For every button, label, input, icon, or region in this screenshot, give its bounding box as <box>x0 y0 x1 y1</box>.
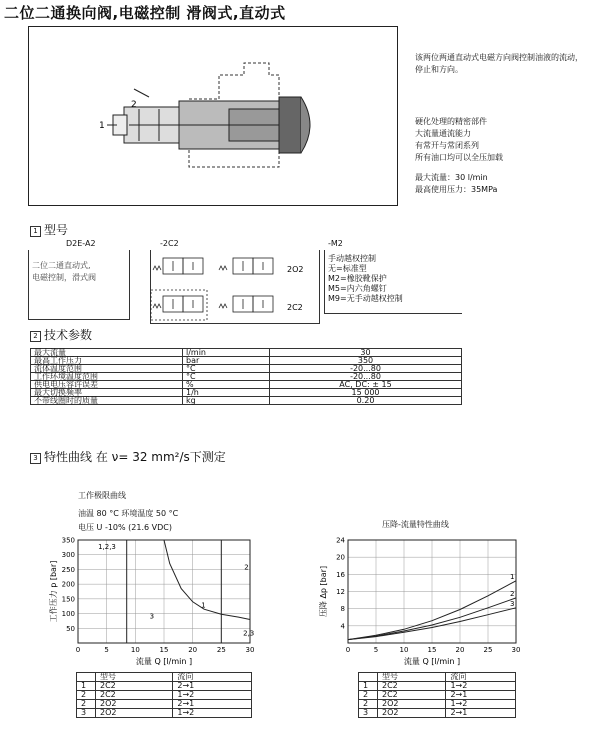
section-2-heading <box>30 326 92 343</box>
symbol-label-2c2: 2C2 <box>287 303 303 312</box>
intro-line: 该两位两通直动式电磁方向阀控制油液的流动， <box>415 53 583 62</box>
limits-list <box>415 172 497 196</box>
legend-type: 型号 <box>378 673 446 682</box>
valve-cross-section-illustration <box>29 27 397 205</box>
spec-value: -20...80 <box>270 365 462 373</box>
legend-type: 型号 <box>96 673 173 682</box>
model-box <box>28 250 130 320</box>
legend-flow: 1→2 <box>173 709 252 718</box>
option-item: M2=橡胶靴保护 <box>328 274 387 283</box>
x-tick-label: 15 <box>159 646 169 654</box>
legend-type: 2O2 <box>96 709 173 718</box>
x-tick-label: 30 <box>245 646 255 654</box>
legend-index <box>359 673 378 682</box>
section-title: 型号 <box>44 223 69 237</box>
y-tick-label: 150 <box>61 595 75 604</box>
chart2-legend-table <box>358 672 516 718</box>
y-axis-label: 压降 Δp [bar] <box>319 565 328 618</box>
legend-flow: 2→1 <box>173 700 252 709</box>
legend-flow: 2→1 <box>446 709 516 718</box>
section-number: 3 <box>30 453 41 464</box>
section-number: 1 <box>30 226 41 237</box>
spec-value: 0.20 <box>270 397 462 405</box>
legend-index: 2 <box>359 691 378 700</box>
series-label: 2 <box>510 589 515 598</box>
legend-type: 2O2 <box>96 700 173 709</box>
spec-table <box>30 348 462 405</box>
series-label: 3 <box>510 599 515 608</box>
legend-flow: 1→2 <box>446 700 516 709</box>
page-title: 二位二通换向阀,电磁控制 滑阀式,直动式 <box>4 4 286 22</box>
y-tick-label: 16 <box>336 570 345 579</box>
legend-index: 2 <box>359 700 378 709</box>
section-1-heading <box>30 221 68 238</box>
working-limit-chart <box>50 536 265 666</box>
y-tick-label: 12 <box>336 588 345 596</box>
spec-unit: % <box>183 381 270 389</box>
legend-type: 2C2 <box>96 682 173 691</box>
spec-param: 工作环境温度范围 <box>31 373 183 381</box>
feature-item: 有常开与常闭系列 <box>415 141 479 150</box>
x-tick-label: 15 <box>427 646 437 654</box>
chart-annotation: 1 <box>201 601 206 610</box>
legend-row <box>359 709 516 718</box>
chart-annotation: 3 <box>149 612 155 621</box>
valve-symbols <box>151 250 319 322</box>
spec-unit: bar <box>183 357 270 365</box>
x-tick-label: 10 <box>130 646 140 654</box>
limit-item: 最高使用压力：35MPa <box>415 185 498 194</box>
symbol-label-2o2: 2O2 <box>287 265 304 274</box>
x-tick-label: 25 <box>216 646 226 654</box>
spec-param: 最大流量 <box>31 349 183 357</box>
chart1-condition: 电压 U -10% (21.6 VDC) <box>78 523 172 532</box>
chart-annotation: 2,3 <box>243 629 255 638</box>
y-tick-label: 8 <box>340 605 345 614</box>
feature-item: 硬化处理的精密部件 <box>415 117 487 126</box>
valve-drawing-frame <box>28 26 398 206</box>
chart1-legend-table <box>76 672 252 718</box>
x-tick-label: 5 <box>104 646 109 654</box>
legend-index: 1 <box>77 682 96 691</box>
spec-unit: °C <box>183 373 270 381</box>
x-tick-label: 30 <box>511 646 521 654</box>
y-tick-label: 350 <box>61 536 75 545</box>
pressure-drop-chart <box>318 536 528 666</box>
series-label: 1 <box>510 572 515 581</box>
model-box-line: 二位二通直动式, <box>32 261 91 270</box>
legend-type: 2C2 <box>378 682 446 691</box>
chart-annotation: 2 <box>244 563 249 572</box>
legend-type: 2O2 <box>378 709 446 718</box>
feature-item: 大流量通流能力 <box>415 129 471 138</box>
option-item: 无=标准型 <box>328 264 367 273</box>
description-intro <box>415 52 583 76</box>
legend-index: 2 <box>77 691 96 700</box>
chart2-title: 压降-流量特性曲线 <box>382 520 449 529</box>
spec-unit: 1/h <box>183 389 270 397</box>
spec-row <box>31 397 462 405</box>
x-axis-label: 流量 Q [l/min ] <box>403 657 461 666</box>
chart-annotation: 1,2,3 <box>98 542 116 551</box>
feature-list <box>415 116 503 164</box>
model-code-c: -M2 <box>328 239 343 248</box>
option-item: M9=无手动越权控制 <box>328 294 403 303</box>
spec-unit: kg <box>183 397 270 405</box>
y-tick-label: 100 <box>61 610 75 619</box>
spec-param: 不带线圈时的质量 <box>31 397 183 405</box>
x-tick-label: 20 <box>455 646 465 654</box>
y-tick-label: 24 <box>336 536 345 545</box>
legend-flow: 2→1 <box>173 682 252 691</box>
spec-unit: l/min <box>183 349 270 357</box>
chart1-condition: 油温 80 °C 环境温度 50 °C <box>78 509 179 518</box>
option-list <box>324 250 462 314</box>
y-axis-label: 工作压力 p [bar] <box>49 560 58 623</box>
legend-row <box>77 709 252 718</box>
symbol-box <box>150 250 320 324</box>
x-tick-label: 10 <box>399 646 409 654</box>
spec-param: 流体温度范围 <box>31 365 183 373</box>
legend-type: 2O2 <box>378 700 446 709</box>
callout-1: 1 <box>99 121 105 131</box>
legend-flow: 流向 <box>446 673 516 682</box>
spec-value: -20...80 <box>270 373 462 381</box>
spec-value: 350 <box>270 357 462 365</box>
spec-row <box>31 381 462 389</box>
model-code-b: -2C2 <box>160 239 179 248</box>
limit-item: 最大流量：30 l/min <box>415 173 488 182</box>
spec-unit: °C <box>183 365 270 373</box>
spec-value: AC, DC: ± 15 <box>270 381 462 389</box>
option-item: 手动越权控制 <box>328 254 376 263</box>
y-tick-label: 4 <box>340 622 345 631</box>
intro-line: 停止和方向。 <box>415 65 463 74</box>
spec-param: 最大切换频率 <box>31 389 183 397</box>
spec-row <box>31 357 462 365</box>
series-line-1 <box>164 540 250 620</box>
feature-item: 所有油口均可以全压加载 <box>415 153 503 162</box>
legend-index: 2 <box>77 700 96 709</box>
legend-flow: 2→1 <box>446 691 516 700</box>
model-box-line: 电磁控制，滑式阀 <box>32 273 96 282</box>
spec-value: 30 <box>270 349 462 357</box>
y-tick-label: 300 <box>61 551 75 560</box>
x-tick-label: 20 <box>188 646 198 654</box>
x-tick-label: 0 <box>75 646 81 654</box>
spec-param: 供电电压容许误差 <box>31 381 183 389</box>
section-3-heading <box>30 448 226 465</box>
legend-type: 2C2 <box>378 691 446 700</box>
x-tick-label: 5 <box>373 646 379 654</box>
section-title: 技术参数 <box>44 328 93 342</box>
option-item: M5=内六角螺钉 <box>328 284 387 293</box>
legend-index: 3 <box>77 709 96 718</box>
chart1-title: 工作极限曲线 <box>78 491 126 500</box>
legend-flow: 1→2 <box>446 682 516 691</box>
spec-row <box>31 349 462 357</box>
section-title: 特性曲线 在 ν= 32 mm²/s下测定 <box>44 450 226 464</box>
spec-param: 最高工作压力 <box>31 357 183 365</box>
legend-flow: 流向 <box>173 673 252 682</box>
x-tick-label: 0 <box>345 646 351 654</box>
y-tick-label: 20 <box>336 553 345 562</box>
x-axis-label: 流量 Q [l/min ] <box>135 657 193 666</box>
y-tick-label: 250 <box>61 565 75 574</box>
callout-2: 2 <box>131 100 137 110</box>
section-number: 2 <box>30 331 41 342</box>
legend-flow: 1→2 <box>173 691 252 700</box>
spec-value: 15 000 <box>270 389 462 397</box>
legend-index: 3 <box>359 709 378 718</box>
y-tick-label: 200 <box>61 580 75 589</box>
legend-type: 2C2 <box>96 691 173 700</box>
legend-index: 1 <box>359 682 378 691</box>
x-tick-label: 25 <box>483 646 493 654</box>
y-tick-label: 50 <box>66 624 75 633</box>
legend-index <box>77 673 96 682</box>
model-code-a: D2E-A2 <box>66 239 96 248</box>
